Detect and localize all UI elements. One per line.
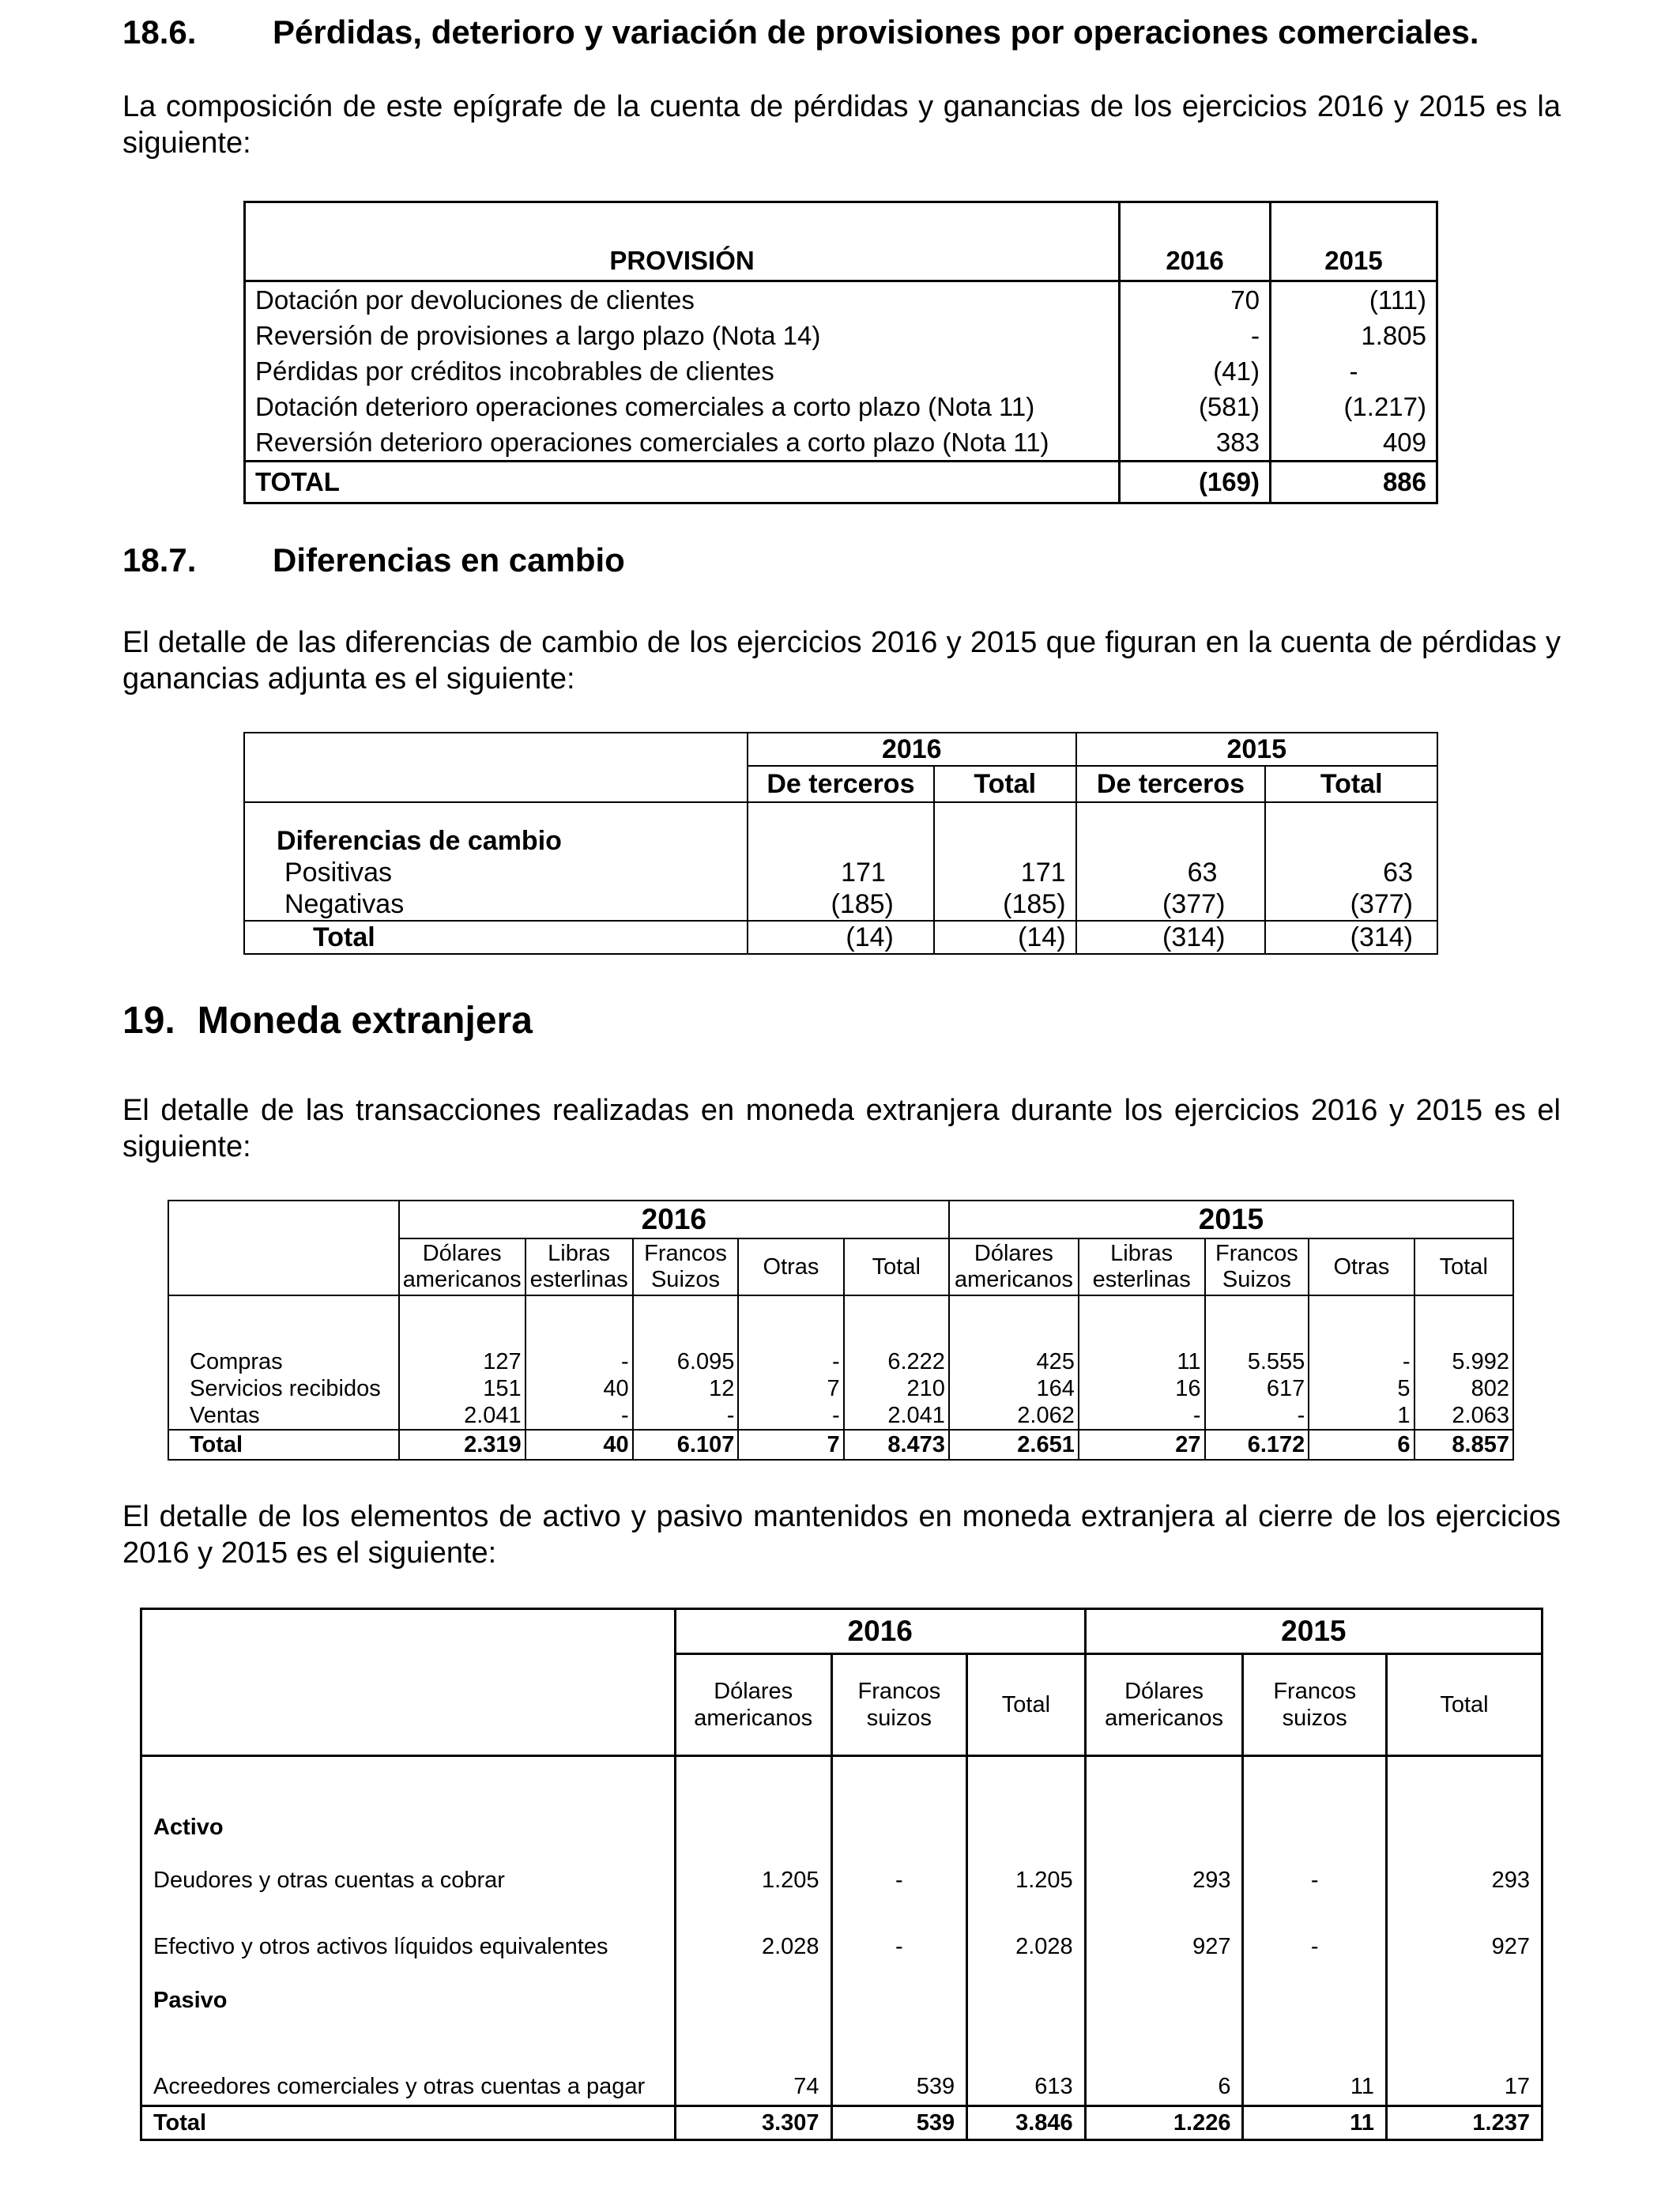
subheader-row <box>141 1654 1543 1756</box>
section-title: Diferencias en cambio <box>273 541 625 579</box>
cell: 2.063 <box>1414 1402 1513 1430</box>
cell: 802 <box>1414 1375 1513 1402</box>
cell: 151 <box>399 1375 525 1402</box>
table-row <box>245 424 1437 462</box>
section-number: 18.7. <box>122 541 197 579</box>
cell: 2.062 <box>949 1402 1079 1430</box>
cell: 40 <box>525 1430 633 1460</box>
cell: 886 <box>1270 462 1437 503</box>
table-row <box>245 318 1437 353</box>
year-header: 2015 <box>949 1201 1513 1238</box>
row-label: Servicios recibidos <box>168 1375 399 1402</box>
cell: - <box>1243 1847 1387 1913</box>
cell: - <box>1309 1348 1414 1375</box>
cell: - <box>738 1402 843 1430</box>
cell: (314) <box>1076 921 1266 954</box>
row-label: Pérdidas por créditos incobrables de clientes <box>245 353 1120 389</box>
section-18-7-heading <box>122 541 1561 580</box>
section-18-7-intro: El detalle de las diferencias de cambio de los ejercicios 2016 y 2015 que figuran en la cuenta de pérdidas y ganancias adjunta es el siguiente: <box>122 626 1561 696</box>
cell: - <box>831 1913 967 1980</box>
cell: 2.041 <box>399 1402 525 1430</box>
cell: 27 <box>1079 1430 1205 1460</box>
row-label: Reversión de provisiones a largo plazo (Nota 14) <box>245 318 1120 353</box>
group-label: Activo <box>141 1756 676 1848</box>
cell: (314) <box>1265 921 1437 954</box>
cell: (185) <box>934 888 1076 921</box>
cell: 17 <box>1386 2021 1542 2106</box>
empty-cell <box>141 1654 676 1756</box>
cell: 11 <box>1243 2106 1387 2140</box>
col-header: Libras esterlinas <box>1079 1238 1205 1295</box>
cell: 6.172 <box>1205 1430 1309 1460</box>
section-19-intro-2: El detalle de los elementos de activo y pasivo mantenidos en moneda extranjera al cierre de los ejercicios 2016 y 2015 es el siguiente: <box>122 1500 1561 1570</box>
cell: 3.846 <box>967 2106 1086 2140</box>
row-label: Dotación deterioro operaciones comerciales a corto plazo (Nota 11) <box>245 389 1120 424</box>
col-header: De terceros <box>748 766 934 802</box>
cell: 2.319 <box>399 1430 525 1460</box>
cell: 210 <box>844 1375 949 1402</box>
col-header: Otras <box>1309 1238 1414 1295</box>
cell: 2.041 <box>844 1402 949 1430</box>
cell: - <box>1243 1913 1387 1980</box>
table-row <box>141 1913 1543 1980</box>
cell: 2.651 <box>949 1430 1079 1460</box>
cell: 11 <box>1079 1348 1205 1375</box>
cell: 2.028 <box>967 1913 1086 1980</box>
cell: 63 <box>1265 857 1437 888</box>
section-title: Moneda extranjera <box>197 1000 533 1042</box>
col-header: Francos Suizos <box>633 1238 739 1295</box>
cell: 1.237 <box>1386 2106 1542 2140</box>
col-header: Dólares americanos <box>949 1238 1079 1295</box>
row-label: Compras <box>168 1348 399 1375</box>
cell: 5.992 <box>1414 1348 1513 1375</box>
cell: 6.222 <box>844 1348 949 1375</box>
col-header: Otras <box>738 1238 843 1295</box>
cell: 383 <box>1120 424 1271 462</box>
cell: 1.205 <box>967 1847 1086 1913</box>
row-label: Total <box>168 1430 399 1460</box>
table-header-row <box>245 202 1437 281</box>
cell: 127 <box>399 1348 525 1375</box>
section-19-intro: El detalle de las transacciones realizadas en moneda extranjera durante los ejercicios 2016 y 2015 es el siguiente: <box>122 1094 1561 1163</box>
cell: 539 <box>831 2021 967 2106</box>
row-label: Positivas <box>244 857 748 888</box>
cell: 613 <box>967 2021 1086 2106</box>
row-label: Total <box>244 921 748 954</box>
section-title: Pérdidas, deterioro y variación de provisiones por operaciones comerciales. <box>273 13 1479 51</box>
col-header: Total <box>844 1238 949 1295</box>
cell: (41) <box>1120 353 1271 389</box>
cell: (581) <box>1120 389 1271 424</box>
cell: - <box>633 1402 739 1430</box>
total-row <box>168 1430 1513 1460</box>
subheader-row <box>244 766 1437 802</box>
spacer-row <box>168 1295 1513 1348</box>
cell: (111) <box>1270 281 1437 319</box>
cell: 617 <box>1205 1375 1309 1402</box>
cell: (169) <box>1120 462 1271 503</box>
group-label: Diferencias de cambio <box>244 825 748 857</box>
cell: (14) <box>934 921 1076 954</box>
section-number: 19. <box>122 1000 175 1042</box>
table-row <box>168 1402 1513 1430</box>
cell: 293 <box>1386 1847 1542 1913</box>
cell: 6.107 <box>633 1430 739 1460</box>
year-header: 2016 <box>675 1609 1085 1654</box>
year-header-row <box>244 733 1437 766</box>
cell: 7 <box>738 1375 843 1402</box>
empty-cell <box>244 766 748 802</box>
year-header: 2015 <box>1076 733 1437 766</box>
year-header-row <box>168 1201 1513 1238</box>
transactions-table <box>168 1200 1514 1461</box>
total-row <box>245 462 1437 503</box>
col-header: Total <box>934 766 1076 802</box>
section-18-6-intro: La composición de este epígrafe de la cuenta de pérdidas y ganancias de los ejercicios 2016 y 2015 es la siguiente: <box>122 90 1561 160</box>
cell: - <box>738 1348 843 1375</box>
cell: 164 <box>949 1375 1079 1402</box>
group-row <box>141 1756 1543 1848</box>
year-header: 2016 <box>399 1201 949 1238</box>
col-header: De terceros <box>1076 766 1266 802</box>
cell: 5 <box>1309 1375 1414 1402</box>
col-header: Total <box>1386 1654 1542 1756</box>
cell: - <box>1205 1402 1309 1430</box>
exchange-differences-table <box>243 732 1438 955</box>
cell: - <box>1270 353 1437 389</box>
cell: 7 <box>738 1430 843 1460</box>
group-row <box>244 825 1437 857</box>
table-row <box>168 1375 1513 1402</box>
cell: 12 <box>633 1375 739 1402</box>
col-header: 2015 <box>1270 202 1437 281</box>
empty-cell <box>141 1609 676 1654</box>
col-header: Dólares americanos <box>1085 1654 1243 1756</box>
col-header: Total <box>967 1654 1086 1756</box>
cell: (14) <box>748 921 934 954</box>
provision-table <box>243 201 1438 504</box>
subheader-row <box>168 1238 1513 1295</box>
col-header: Total <box>1265 766 1437 802</box>
row-label: TOTAL <box>245 462 1120 503</box>
cell: (185) <box>748 888 934 921</box>
col-header: Dólares americanos <box>399 1238 525 1295</box>
cell: 8.857 <box>1414 1430 1513 1460</box>
table-row <box>244 888 1437 921</box>
cell: 6 <box>1085 2021 1243 2106</box>
group-label: Pasivo <box>141 1980 676 2021</box>
cell: 171 <box>934 857 1076 888</box>
section-18-6-heading <box>122 13 1561 52</box>
table-row <box>245 353 1437 389</box>
row-label: Deudores y otras cuentas a cobrar <box>141 1847 676 1913</box>
table-row <box>245 389 1437 424</box>
row-label: Reversión deterioro operaciones comerciales a corto plazo (Nota 11) <box>245 424 1120 462</box>
col-header: 2016 <box>1120 202 1271 281</box>
section-19-heading <box>122 999 1561 1043</box>
col-header: Dólares americanos <box>675 1654 831 1756</box>
year-header-row <box>141 1609 1543 1654</box>
spacer-row <box>244 802 1437 825</box>
row-label: Ventas <box>168 1402 399 1430</box>
table-row <box>244 857 1437 888</box>
cell: 5.555 <box>1205 1348 1309 1375</box>
cell: 6 <box>1309 1430 1414 1460</box>
table-row <box>168 1348 1513 1375</box>
cell: 1.805 <box>1270 318 1437 353</box>
cell: 16 <box>1079 1375 1205 1402</box>
col-header: Francos Suizos <box>1205 1238 1309 1295</box>
cell: 409 <box>1270 424 1437 462</box>
cell: 927 <box>1386 1913 1542 1980</box>
cell: 1.226 <box>1085 2106 1243 2140</box>
cell: 425 <box>949 1348 1079 1375</box>
table-row <box>141 2021 1543 2106</box>
cell: 2.028 <box>675 1913 831 1980</box>
assets-liabilities-table <box>140 1608 1543 2141</box>
group-row <box>141 1980 1543 2021</box>
cell: - <box>831 1847 967 1913</box>
cell: 171 <box>748 857 934 888</box>
cell: (377) <box>1076 888 1266 921</box>
total-row <box>141 2106 1543 2140</box>
section-number: 18.6. <box>122 13 197 51</box>
cell: 70 <box>1120 281 1271 319</box>
total-row <box>244 921 1437 954</box>
year-header: 2015 <box>1085 1609 1542 1654</box>
year-header: 2016 <box>748 733 1076 766</box>
cell: 927 <box>1085 1913 1243 1980</box>
col-header: Francos suizos <box>831 1654 967 1756</box>
cell: - <box>525 1402 633 1430</box>
row-label: Dotación por devoluciones de clientes <box>245 281 1120 319</box>
cell: 3.307 <box>675 2106 831 2140</box>
cell: 11 <box>1243 2021 1387 2106</box>
cell: 293 <box>1085 1847 1243 1913</box>
col-header: Francos suizos <box>1243 1654 1387 1756</box>
cell: 74 <box>675 2021 831 2106</box>
cell: - <box>1079 1402 1205 1430</box>
table-row <box>245 281 1437 319</box>
cell: - <box>1120 318 1271 353</box>
row-label: Efectivo y otros activos líquidos equivalentes <box>141 1913 676 1980</box>
cell: 63 <box>1076 857 1266 888</box>
table-row <box>141 1847 1543 1913</box>
col-header: Total <box>1414 1238 1513 1295</box>
cell: - <box>525 1348 633 1375</box>
cell: (1.217) <box>1270 389 1437 424</box>
row-label: Acreedores comerciales y otras cuentas a pagar <box>141 2021 676 2106</box>
cell: (377) <box>1265 888 1437 921</box>
cell: 1 <box>1309 1402 1414 1430</box>
cell: 40 <box>525 1375 633 1402</box>
empty-cell <box>244 733 748 766</box>
empty-cell <box>168 1238 399 1295</box>
row-label: Negativas <box>244 888 748 921</box>
cell: 6.095 <box>633 1348 739 1375</box>
row-label: Total <box>141 2106 676 2140</box>
empty-cell <box>168 1201 399 1238</box>
col-header: PROVISIÓN <box>245 202 1120 281</box>
cell: 1.205 <box>675 1847 831 1913</box>
cell: 539 <box>831 2106 967 2140</box>
col-header: Libras esterlinas <box>525 1238 633 1295</box>
cell: 8.473 <box>844 1430 949 1460</box>
